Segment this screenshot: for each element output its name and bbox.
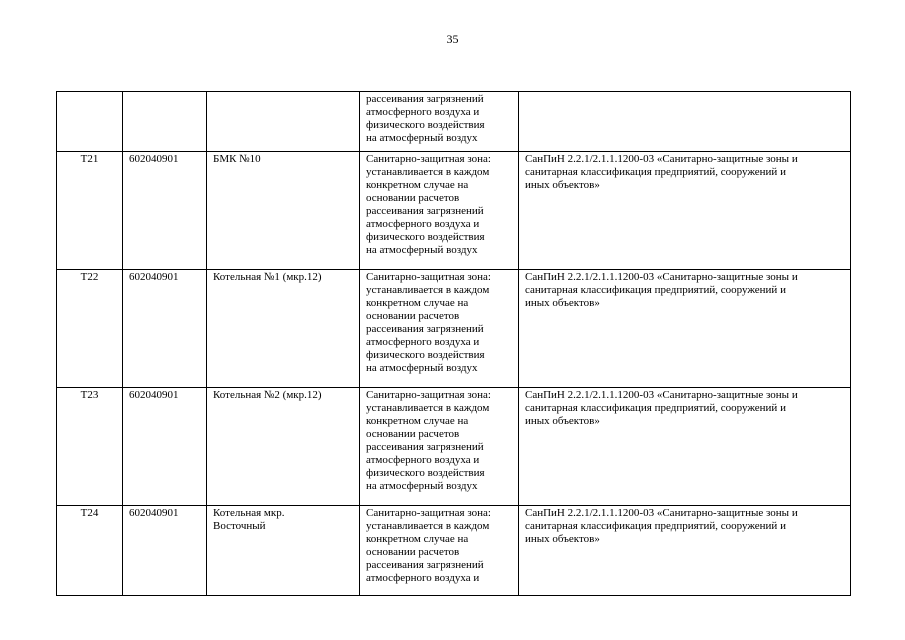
object-name-cell bbox=[207, 92, 360, 152]
cell-line: иных объектов» bbox=[525, 297, 600, 309]
object-code-cell: 602040901 bbox=[123, 270, 207, 388]
cell-line: СанПиН 2.2.1/2.1.1.1200-03 «Санитарно-защитные зоны и bbox=[525, 507, 798, 519]
page-number: 35 bbox=[446, 32, 459, 46]
object-code-cell: 602040901 bbox=[123, 506, 207, 596]
cell-line: санитарная классификация предприятий, сооружений и bbox=[525, 166, 786, 178]
cell-line: Санитарно-защитная зона: bbox=[366, 507, 491, 519]
cell-line: Котельная мкр. bbox=[213, 507, 285, 519]
cell-line: физического воздействия bbox=[366, 119, 485, 131]
object-name-cell bbox=[207, 152, 360, 270]
object-name-cell bbox=[207, 506, 360, 596]
object-code-cell bbox=[123, 92, 207, 152]
cell-line: СанПиН 2.2.1/2.1.1.1200-03 «Санитарно-защитные зоны и bbox=[525, 389, 798, 401]
normative-document-cell bbox=[519, 152, 851, 270]
cell-line: устанавливается в каждом bbox=[366, 402, 490, 414]
cell-line: устанавливается в каждом bbox=[366, 284, 490, 296]
zone-description-cell bbox=[360, 152, 519, 270]
cell-line: рассеивания загрязнений bbox=[366, 205, 484, 217]
table-row bbox=[57, 388, 851, 506]
table-row bbox=[57, 506, 851, 596]
zone-description-cell bbox=[360, 270, 519, 388]
cell-line: Санитарно-защитная зона: bbox=[366, 153, 491, 165]
zone-description-cell bbox=[360, 92, 519, 152]
cell-line: атмосферного воздуха и bbox=[366, 218, 480, 230]
cell-line: конкретном случае на bbox=[366, 179, 469, 191]
cell-line: иных объектов» bbox=[525, 533, 600, 545]
zones-table bbox=[56, 91, 851, 596]
cell-line: на атмосферный воздух bbox=[366, 480, 478, 492]
cell-line: основании расчетов bbox=[366, 310, 460, 322]
cell-line: санитарная классификация предприятий, сооружений и bbox=[525, 520, 786, 532]
object-id-cell bbox=[57, 92, 123, 152]
cell-line: иных объектов» bbox=[525, 179, 600, 191]
object-name-cell bbox=[207, 270, 360, 388]
cell-line: Восточный bbox=[213, 520, 266, 532]
object-id-cell: Т21 bbox=[57, 152, 123, 270]
cell-line: физического воздействия bbox=[366, 349, 485, 361]
table-row bbox=[57, 92, 851, 152]
zone-description-cell bbox=[360, 388, 519, 506]
cell-line: основании расчетов bbox=[366, 428, 460, 440]
table-row bbox=[57, 270, 851, 388]
cell-line: Санитарно-защитная зона: bbox=[366, 271, 491, 283]
cell-line: физического воздействия bbox=[366, 231, 485, 243]
cell-line: Котельная №2 (мкр.12) bbox=[213, 389, 322, 401]
cell-line: атмосферного воздуха и bbox=[366, 336, 480, 348]
object-code-cell: 602040901 bbox=[123, 388, 207, 506]
cell-line: СанПиН 2.2.1/2.1.1.1200-03 «Санитарно-защитные зоны и bbox=[525, 271, 798, 283]
object-code-cell: 602040901 bbox=[123, 152, 207, 270]
cell-line: СанПиН 2.2.1/2.1.1.1200-03 «Санитарно-защитные зоны и bbox=[525, 153, 798, 165]
cell-line: атмосферного воздуха и bbox=[366, 572, 480, 584]
cell-line: на атмосферный воздух bbox=[366, 132, 478, 144]
object-id-cell: Т23 bbox=[57, 388, 123, 506]
cell-line: рассеивания загрязнений bbox=[366, 559, 484, 571]
object-id-cell: Т22 bbox=[57, 270, 123, 388]
cell-line: конкретном случае на bbox=[366, 415, 469, 427]
cell-line: рассеивания загрязнений bbox=[366, 323, 484, 335]
cell-line: санитарная классификация предприятий, сооружений и bbox=[525, 284, 786, 296]
cell-line: Котельная №1 (мкр.12) bbox=[213, 271, 322, 283]
normative-document-cell bbox=[519, 270, 851, 388]
cell-line: конкретном случае на bbox=[366, 297, 469, 309]
cell-line: конкретном случае на bbox=[366, 533, 469, 545]
zones-table-body bbox=[57, 92, 851, 596]
cell-line: иных объектов» bbox=[525, 415, 600, 427]
zone-description-cell bbox=[360, 506, 519, 596]
cell-line: санитарная классификация предприятий, сооружений и bbox=[525, 402, 786, 414]
cell-line: атмосферного воздуха и bbox=[366, 454, 480, 466]
normative-document-cell bbox=[519, 506, 851, 596]
cell-line: устанавливается в каждом bbox=[366, 166, 490, 178]
cell-line: на атмосферный воздух bbox=[366, 244, 478, 256]
normative-document-cell bbox=[519, 92, 851, 152]
cell-line: основании расчетов bbox=[366, 546, 460, 558]
cell-line: основании расчетов bbox=[366, 192, 460, 204]
cell-line: физического воздействия bbox=[366, 467, 485, 479]
cell-line: БМК №10 bbox=[213, 153, 261, 165]
table-row bbox=[57, 152, 851, 270]
object-name-cell bbox=[207, 388, 360, 506]
cell-line: рассеивания загрязнений bbox=[366, 93, 484, 105]
object-id-cell: Т24 bbox=[57, 506, 123, 596]
cell-line: атмосферного воздуха и bbox=[366, 106, 480, 118]
cell-line: рассеивания загрязнений bbox=[366, 441, 484, 453]
cell-line: Санитарно-защитная зона: bbox=[366, 389, 491, 401]
cell-line: устанавливается в каждом bbox=[366, 520, 490, 532]
cell-line: на атмосферный воздух bbox=[366, 362, 478, 374]
normative-document-cell bbox=[519, 388, 851, 506]
